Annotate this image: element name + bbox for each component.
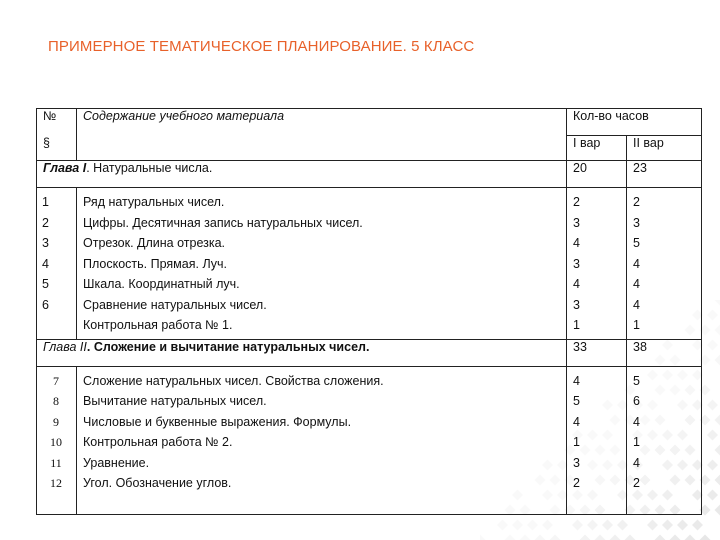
lesson-hours-2: 2 — [633, 476, 640, 490]
lesson-number: 7 — [53, 373, 59, 388]
content-header-label: Содержание учебного материала — [83, 109, 285, 123]
content-header — [77, 109, 567, 136]
lesson-hours-1: 3 — [573, 297, 580, 312]
lesson-number: 8 — [53, 394, 59, 408]
lesson-hours-2: 4 — [633, 256, 640, 271]
chapter-2-label-rest: . Сложение и вычитание натуральных чисел. — [86, 339, 370, 354]
lesson-hours-2: 6 — [633, 394, 640, 408]
lesson-hours-2: 4 — [633, 297, 640, 312]
lesson-number: 10 — [50, 435, 62, 449]
lesson-number: 1 — [42, 195, 49, 209]
lesson-number: 9 — [53, 414, 59, 429]
lesson-topic: Плоскость. Прямая. Луч. — [83, 256, 228, 271]
num-header: № — [37, 109, 77, 136]
lesson-number: 3 — [42, 236, 49, 250]
lesson-hours-2: 3 — [633, 215, 640, 230]
chapter-1-title — [37, 161, 567, 188]
chapter-2-lessons — [37, 366, 702, 514]
lesson-topic: Вычитание натуральных чисел. — [83, 394, 267, 408]
lesson-number: 4 — [42, 256, 49, 271]
chapter-1-hours-1: 20 — [567, 161, 627, 188]
lesson-number: 11 — [50, 455, 62, 470]
lesson-hours-1: 4 — [573, 236, 580, 250]
lesson-hours-2: 4 — [633, 277, 640, 291]
content-header-spacer — [77, 136, 567, 161]
lesson-topic: Контрольная работа № 1. — [83, 318, 233, 332]
lesson-topic: Шкала. Координатный луч. — [83, 277, 240, 291]
lesson-hours-1: 4 — [573, 277, 580, 291]
lesson-hours-1: 1 — [573, 435, 580, 449]
page-title: ПРИМЕРНОЕ ТЕМАТИЧЕСКОЕ ПЛАНИРОВАНИЕ. 5 КЛАСС — [48, 38, 475, 55]
planning-table — [36, 108, 702, 515]
lesson-number: 6 — [42, 297, 49, 312]
chapter-2-title — [37, 339, 567, 366]
lesson-hours-1: 3 — [573, 256, 580, 271]
chapter-2-hours-1: 33 — [567, 339, 627, 366]
lesson-hours-2: 1 — [633, 435, 640, 449]
variant-2-header: II вар — [627, 136, 702, 161]
lesson-topic: Контрольная работа № 2. — [83, 435, 233, 449]
lesson-hours-2: 4 — [633, 455, 640, 470]
lesson-topic: Сравнение натуральных чисел. — [83, 297, 267, 312]
lesson-number — [42, 315, 70, 336]
lesson-hours-1: 3 — [573, 215, 580, 230]
chapter-1-label-rest: . Натуральные числа. — [86, 161, 213, 175]
chapter-1-label-italic: Глава I — [43, 161, 87, 175]
lesson-number: 12 — [50, 476, 62, 490]
lesson-topic: Угол. Обозначение углов. — [83, 476, 232, 490]
lesson-number: 5 — [42, 277, 49, 291]
chapter-1-hours-2: 23 — [627, 161, 702, 188]
lesson-hours-1: 5 — [573, 394, 580, 408]
lesson-hours-2: 5 — [633, 236, 640, 250]
lesson-hours-2: 5 — [633, 373, 640, 388]
lesson-hours-1: 1 — [573, 318, 580, 332]
chapter-1-row — [37, 161, 702, 188]
chapter-2-row — [37, 339, 702, 366]
lesson-hours-2: 2 — [633, 195, 640, 209]
lesson-topic: Цифры. Десятичная запись натуральных чисел. — [83, 215, 363, 230]
lesson-topic: Уравнение. — [83, 455, 150, 470]
chapter-2-label-italic: Глава II — [43, 339, 87, 354]
lesson-hours-2: 4 — [633, 414, 640, 429]
lesson-hours-2: 1 — [633, 318, 640, 332]
lesson-hours-1: 2 — [573, 195, 580, 209]
chapter-1-lessons — [37, 188, 702, 340]
lesson-number: 2 — [42, 215, 49, 230]
lesson-hours-1: 3 — [573, 455, 580, 470]
lesson-topic: Числовые и буквенные выражения. Формулы. — [83, 414, 352, 429]
variant-1-header: I вар — [567, 136, 627, 161]
chapter-2-hours-2: 38 — [627, 339, 702, 366]
lesson-topic: Ряд натуральных чисел. — [83, 195, 225, 209]
lesson-hours-1: 2 — [573, 476, 580, 490]
section-header: § — [37, 136, 77, 161]
lesson-topic: Отрезок. Длина отрезка. — [83, 236, 226, 250]
header-row — [37, 109, 702, 136]
lesson-topic: Сложение натуральных чисел. Свойства сложения. — [83, 373, 384, 388]
header-subrow — [37, 136, 702, 161]
lesson-hours-1: 4 — [573, 414, 580, 429]
hours-header: Кол-во часов — [567, 109, 702, 136]
lesson-hours-1: 4 — [573, 373, 580, 388]
